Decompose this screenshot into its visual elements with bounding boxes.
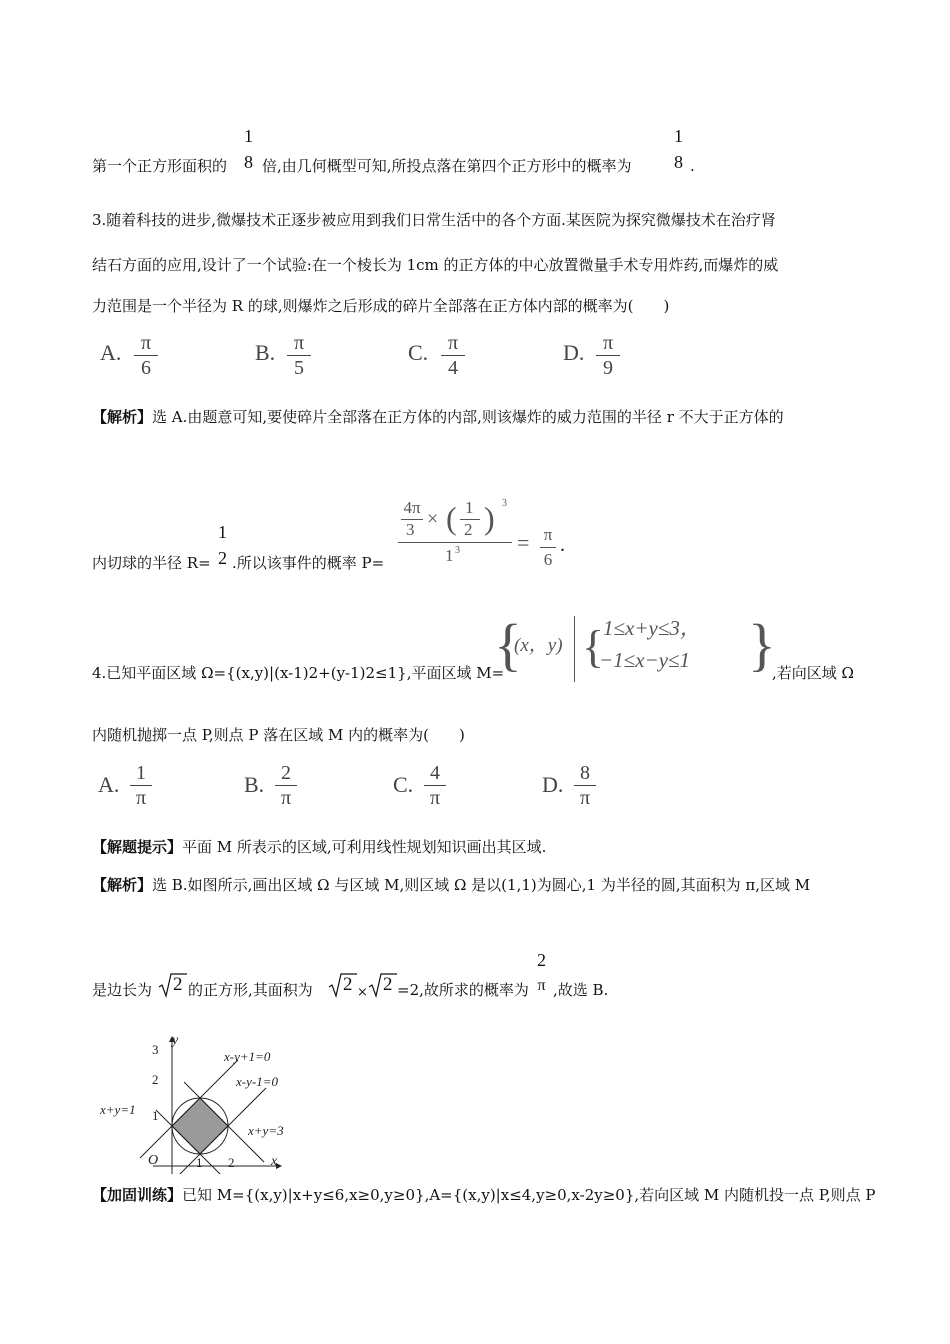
question-4-line: ,若向区域 Ω	[772, 664, 854, 682]
extra-training-line	[92, 1185, 875, 1205]
exponent: 3	[502, 498, 507, 509]
times-sign: ×	[357, 985, 368, 1000]
tick-x-1: 1	[196, 1155, 203, 1170]
answer-4-line: ,故选 B.	[553, 981, 609, 999]
denominator: 5	[294, 357, 304, 379]
denominator: 6	[543, 550, 553, 569]
line-label: x+y=3	[248, 1123, 284, 1138]
answer-4-line: =2,故所求的概率为	[397, 981, 529, 999]
option-label: A.	[100, 340, 122, 365]
fraction	[674, 126, 683, 172]
fraction-denominator: 2	[464, 520, 473, 539]
numerator: π	[293, 332, 305, 354]
left-paren: (	[446, 500, 457, 536]
times-sign: ×	[427, 508, 439, 530]
hint-line	[92, 837, 546, 857]
inner-brace: {	[582, 621, 605, 672]
region-figure	[96, 1034, 296, 1174]
numerator: 1	[244, 126, 253, 146]
numerator: 2	[281, 762, 291, 784]
option-fraction	[275, 762, 297, 809]
radicand: 2	[383, 974, 393, 995]
option-fraction	[441, 332, 465, 379]
denominator: π	[537, 977, 546, 994]
denominator: π	[135, 787, 147, 809]
exponent: 3	[455, 545, 460, 556]
line-label: x-y+1=0	[224, 1049, 271, 1064]
probability-expression	[398, 498, 513, 570]
extra-text: 已知 M={(x,y)|x+y≤6,x≥0,y≥0},A={(x,y)|x≤4,y≥0,x-2y≥0},若向区域 M 内随机投一点 P,则点 P	[182, 1186, 876, 1204]
hint-text: 平面 M 所表示的区域,可利用线性规划知识画出其区域.	[182, 838, 547, 856]
option-label: C.	[393, 772, 414, 797]
fraction-numerator: 4π	[403, 498, 421, 517]
denominator: 6	[141, 357, 151, 379]
fraction	[218, 522, 227, 568]
sqrt-expression	[328, 971, 358, 999]
denominator: 4	[448, 357, 458, 379]
option-label: B.	[255, 340, 276, 365]
option-label: B.	[244, 772, 265, 797]
right-brace: }	[748, 612, 776, 677]
tick-x-2: 2	[228, 1155, 235, 1170]
numerator: π	[447, 332, 459, 354]
set-definition	[494, 612, 776, 686]
tick-y-2: 2	[152, 1072, 159, 1087]
fraction	[537, 950, 546, 996]
numerator: 1	[674, 126, 683, 146]
denominator: 9	[603, 357, 613, 379]
left-brace: {	[494, 612, 522, 677]
denominator: π	[429, 787, 441, 809]
option-fraction	[287, 332, 311, 379]
answer-tag: 【解析】	[92, 408, 153, 426]
radicand: 2	[173, 974, 183, 995]
denominator: 8	[674, 152, 683, 172]
answer-3-line	[92, 407, 784, 427]
sqrt-expression	[158, 971, 188, 999]
result-fraction	[540, 524, 556, 571]
tick-y-3: 3	[152, 1042, 159, 1057]
right-paren: )	[484, 500, 495, 536]
fraction-numerator: 1	[465, 498, 474, 517]
option-fraction	[424, 762, 446, 809]
denominator: π	[579, 787, 591, 809]
numerator: π	[602, 332, 614, 354]
condition-2: −1≤x−y≤1	[599, 648, 691, 672]
option-label: D.	[563, 340, 585, 365]
tick-y-1: 1	[152, 1108, 159, 1123]
denominator: π	[280, 787, 292, 809]
answer-3-line: 内切球的半径 R=	[92, 554, 211, 572]
line-label: x-y-1=0	[236, 1074, 278, 1089]
question-3-line: 3.随着科技的进步,微爆技术正逐步被应用到我们日常生活中的各个方面.某医院为探究微爆技术在治疗肾	[92, 211, 776, 229]
question-4-line: 4.已知平面区域 Ω={(x,y)|(x-1)2+(y-1)2≤1},平面区域 M=	[92, 664, 505, 682]
set-variable: (x，y)	[514, 635, 563, 656]
equals-sign: =	[517, 530, 530, 555]
option-fraction	[574, 762, 596, 809]
condition-1: 1≤x+y≤3，	[603, 616, 701, 640]
numerator: π	[543, 525, 553, 544]
fraction	[244, 126, 253, 172]
numerator: 8	[580, 762, 590, 784]
fraction-denominator: 1	[445, 546, 454, 565]
numerator: 4	[430, 762, 440, 784]
question-4-line: 内随机抛掷一点 P,则点 P 落在区域 M 内的概率为( )	[92, 726, 465, 744]
option-label: D.	[542, 772, 564, 797]
text-line: 倍,由几何概型可知,所投点落在第四个正方形中的概率为	[262, 157, 632, 175]
hint-tag: 【解题提示】	[92, 838, 183, 856]
question-3-line: 力范围是一个半径为 R 的球,则爆炸之后形成的碎片全部落在正方体内部的概率为( )	[92, 297, 670, 315]
text-line: 第一个正方形面积的	[92, 157, 228, 175]
answer-text: 选 A.由题意可知,要使碎片全部落在正方体的内部,则该爆炸的威力范围的半径 r 不大于正方体的	[152, 408, 784, 426]
option-fraction	[134, 332, 158, 379]
extra-tag: 【加固训练】	[92, 1186, 183, 1204]
answer-3-line: .所以该事件的概率 P=	[232, 554, 385, 572]
period: .	[560, 534, 565, 556]
answer-4-line	[92, 875, 810, 895]
line-label: x+y=1	[100, 1102, 136, 1117]
answer-text: 选 B.如图所示,画出区域 Ω 与区域 M,则区域 Ω 是以(1,1)为圆心,1 为半径的圆,其面积为 π,区域 M	[152, 876, 811, 894]
radicand: 2	[343, 974, 353, 995]
denominator: 8	[244, 152, 253, 172]
divider	[574, 616, 575, 682]
option-fraction	[130, 762, 152, 809]
denominator: 2	[218, 548, 227, 568]
x-axis-label: x	[271, 1154, 278, 1169]
answer-4-line: 的正方形,其面积为	[188, 981, 313, 999]
text-line: .	[690, 157, 695, 175]
origin-label: O	[148, 1153, 159, 1168]
option-label: C.	[408, 340, 429, 365]
answer-4-line: 是边长为	[92, 981, 153, 999]
sqrt-expression	[368, 971, 398, 999]
numerator: π	[140, 332, 152, 354]
option-label: A.	[98, 772, 120, 797]
numerator: 1	[136, 762, 146, 784]
numerator: 1	[218, 522, 227, 542]
fraction-denominator: 3	[406, 520, 415, 539]
numerator: 2	[537, 950, 546, 970]
answer-tag: 【解析】	[92, 876, 153, 894]
y-axis-label: y	[172, 1034, 179, 1048]
question-3-line: 结石方面的应用,设计了一个试验:在一个棱长为 1cm 的正方体的中心放置微量手术专用炸药,而爆炸的威	[92, 256, 779, 274]
option-fraction	[596, 332, 620, 379]
